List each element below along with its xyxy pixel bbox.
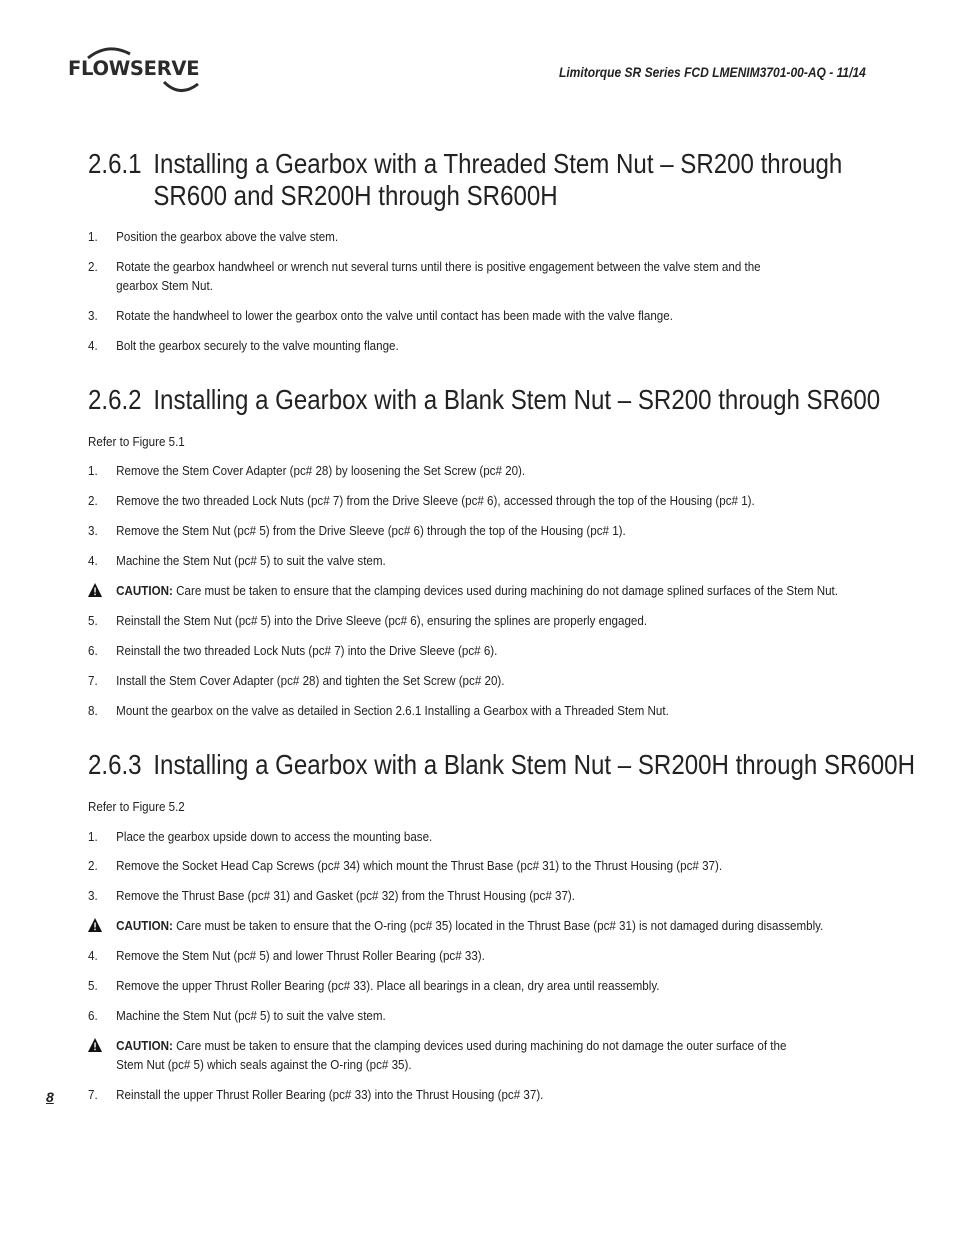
logo-text: FLOWSERVE <box>68 57 200 80</box>
item-text: Position the gearbox above the valve stem. <box>116 229 339 244</box>
caution-note <box>88 916 823 935</box>
item-text: Reinstall the Stem Nut (pc# 5) into the Drive Sleeve (pc# 6), ensuring the splines are properly engaged. <box>116 613 648 628</box>
item-number: 4. <box>88 948 98 963</box>
warning-icon <box>88 583 102 597</box>
caution-note <box>88 1036 786 1074</box>
list-item <box>88 521 626 540</box>
item-text: Rotate the gearbox handwheel or wrench nut several turns until there is positive engagement between the valve stem and the <box>116 259 761 274</box>
item-text: Mount the gearbox on the valve as detailed in Section 2.6.1 Installing a Gearbox with a Threaded Stem Nut. <box>116 703 669 718</box>
section-2-6-2-heading <box>88 384 880 416</box>
list-item <box>88 701 669 720</box>
caution-text-continued: Stem Nut (pc# 5) which seals against the O-ring (pc# 35). <box>116 1057 412 1072</box>
item-number: 7. <box>88 673 98 688</box>
item-text: Bolt the gearbox securely to the valve mounting flange. <box>116 338 399 353</box>
item-text: Place the gearbox upside down to access the mounting base. <box>116 829 433 844</box>
item-text: Remove the Stem Cover Adapter (pc# 28) by loosening the Set Screw (pc# 20). <box>116 463 526 478</box>
item-text: Rotate the handwheel to lower the gearbox onto the valve until contact has been made with the valve flange. <box>116 308 673 323</box>
document-reference: Limitorque SR Series FCD LMENIM3701-00-AQ - 11/14 <box>559 64 866 80</box>
caution-note <box>88 581 838 600</box>
list-item <box>88 306 673 325</box>
list-item <box>88 641 497 660</box>
section-number: 2.6.2 <box>88 384 142 415</box>
section-2-6-3-heading <box>88 749 915 781</box>
list-item <box>88 976 660 995</box>
caution-text: Care must be taken to ensure that the clamping devices used during machining do not damage the outer surface of the <box>176 1038 787 1053</box>
warning-icon <box>88 1038 102 1052</box>
section-2-6-1-heading <box>88 148 842 212</box>
figure-reference: Refer to Figure 5.2 <box>88 799 185 814</box>
item-number: 4. <box>88 553 98 568</box>
item-number: 5. <box>88 613 98 628</box>
caution-label: CAUTION: <box>116 1038 173 1053</box>
item-number: 7. <box>88 1087 98 1102</box>
item-text: Reinstall the two threaded Lock Nuts (pc# 7) into the Drive Sleeve (pc# 6). <box>116 643 498 658</box>
item-number: 4. <box>88 338 98 353</box>
flowserve-logo <box>68 44 208 96</box>
list-item <box>88 336 399 355</box>
item-number: 1. <box>88 829 98 844</box>
item-number: 3. <box>88 308 98 323</box>
item-number: 5. <box>88 978 98 993</box>
item-text-continued: gearbox Stem Nut. <box>116 278 213 293</box>
item-text: Reinstall the upper Thrust Roller Bearing (pc# 33) into the Thrust Housing (pc# 37). <box>116 1087 544 1102</box>
list-item <box>88 946 485 965</box>
section-number: 2.6.1 <box>88 148 142 179</box>
item-number: 2. <box>88 858 98 873</box>
item-text: Remove the Stem Nut (pc# 5) from the Drive Sleeve (pc# 6) through the top of the Housing (pc# 1). <box>116 523 626 538</box>
list-item <box>88 551 386 570</box>
item-number: 6. <box>88 643 98 658</box>
item-text: Remove the upper Thrust Roller Bearing (pc# 33). Place all bearings in a clean, dry area until reassembly. <box>116 978 660 993</box>
item-number: 2. <box>88 493 98 508</box>
item-number: 1. <box>88 463 98 478</box>
caution-text: Care must be taken to ensure that the O-ring (pc# 35) located in the Thrust Base (pc# 31) is not damaged during disassembly. <box>172 918 824 933</box>
caution-label: CAUTION: <box>116 583 173 598</box>
item-text: Machine the Stem Nut (pc# 5) to suit the valve stem. <box>116 1008 386 1023</box>
item-number: 6. <box>88 1008 98 1023</box>
list-item <box>88 461 525 480</box>
item-text: Remove the two threaded Lock Nuts (pc# 7) from the Drive Sleeve (pc# 6), accessed through the top of the Housing (pc# 1). <box>116 493 755 508</box>
item-number: 8. <box>88 703 98 718</box>
list-item <box>88 827 432 846</box>
item-number: 1. <box>88 229 98 244</box>
list-item <box>88 1006 386 1025</box>
section-title-line1: Installing a Gearbox with a Threaded Stem Nut – SR200 through <box>153 148 843 179</box>
section-title: Installing a Gearbox with a Blank Stem Nut – SR200 through SR600 <box>153 384 881 415</box>
figure-reference: Refer to Figure 5.1 <box>88 434 185 449</box>
list-item <box>88 1085 543 1104</box>
item-number: 2. <box>88 259 98 274</box>
list-item <box>88 856 722 875</box>
item-text: Remove the Thrust Base (pc# 31) and Gasket (pc# 32) from the Thrust Housing (pc# 37). <box>116 888 575 903</box>
item-text: Remove the Stem Nut (pc# 5) and lower Thrust Roller Bearing (pc# 33). <box>116 948 485 963</box>
item-number: 3. <box>88 523 98 538</box>
item-text: Remove the Socket Head Cap Screws (pc# 34) which mount the Thrust Base (pc# 31) to the Thrust Housing (pc# 37). <box>116 858 723 873</box>
warning-icon <box>88 918 102 932</box>
caution-label: CAUTION: <box>116 918 173 933</box>
section-title: Installing a Gearbox with a Blank Stem Nut – SR200H through SR600H <box>153 749 915 780</box>
page-number: 8 <box>46 1089 54 1105</box>
list-item <box>88 671 505 690</box>
item-number: 3. <box>88 888 98 903</box>
list-item <box>88 257 761 295</box>
list-item <box>88 611 647 630</box>
list-item <box>88 886 575 905</box>
caution-text: Care must be taken to ensure that the clamping devices used during machining do not damage splined surfaces of the Stem Nut. <box>176 583 838 598</box>
list-item <box>88 491 755 510</box>
list-item <box>88 227 338 246</box>
section-title-line2: SR600 and SR200H through SR600H <box>153 180 558 211</box>
section-number: 2.6.3 <box>88 749 142 780</box>
item-text: Install the Stem Cover Adapter (pc# 28) and tighten the Set Screw (pc# 20). <box>116 673 505 688</box>
item-text: Machine the Stem Nut (pc# 5) to suit the valve stem. <box>116 553 386 568</box>
